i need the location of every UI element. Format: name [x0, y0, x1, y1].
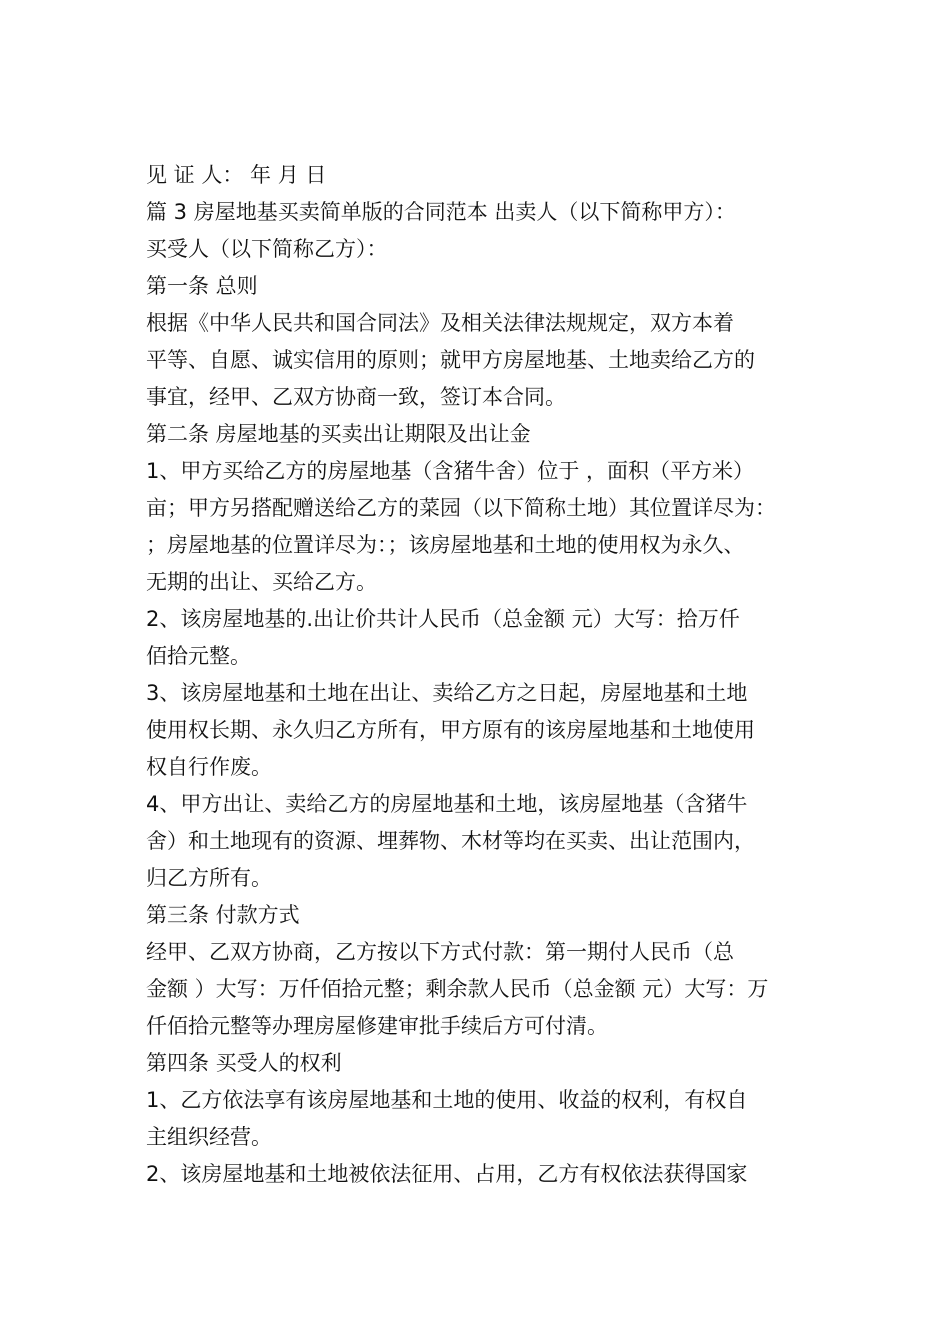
text-line: 权自行作废。: [146, 755, 272, 779]
text-line: 经甲、乙双方协商，乙方按以下方式付款：第一期付人民币（总: [146, 940, 734, 964]
text-line: 佰拾元整。: [146, 644, 251, 668]
text-line: 主组织经营。: [146, 1125, 272, 1149]
text-line: 归乙方所有。: [146, 866, 272, 890]
text-line: 1、甲方买给乙方的房屋地基（含猪牛舍）位于 ，面积（平方米）: [146, 459, 755, 483]
text-line: 舍）和土地现有的资源、埋葬物、木材等均在买卖、出让范围内，: [146, 829, 755, 853]
text-line: 买受人（以下简称乙方）：: [146, 237, 388, 261]
text-line: ；房屋地基的位置详尽为：；该房屋地基和土地的使用权为永久、: [146, 533, 745, 557]
text-line: 第一条 总则: [146, 274, 258, 298]
text-line: 第四条 买受人的权利: [146, 1051, 342, 1075]
text-line: 4、甲方出让、卖给乙方的房屋地基和土地，该房屋地基（含猪牛: [146, 792, 748, 816]
text-line: 仟佰拾元整等办理房屋修建审批手续后方可付清。: [146, 1014, 608, 1038]
text-line: 2、该房屋地基和土地被依法征用、占用，乙方有权依法获得国家: [146, 1162, 748, 1186]
text-line: 使用权长期、永久归乙方所有，甲方原有的该房屋地基和土地使用: [146, 718, 755, 742]
text-line: 2、该房屋地基的.出让价共计人民币（总金额 元）大写：拾万仟: [146, 607, 740, 631]
text-line: 3、该房屋地基和土地在出让、卖给乙方之日起，房屋地基和土地: [146, 681, 748, 705]
text-line: 平等、自愿、诚实信用的原则；就甲方房屋地基、土地卖给乙方的: [146, 348, 755, 372]
text-line: 见 证 人： 年 月 日: [146, 163, 327, 187]
text-line: 第二条 房屋地基的买卖出让期限及出让金: [146, 422, 531, 446]
text-line: 亩；甲方另搭配赠送给乙方的菜园（以下简称土地）其位置详尽为：: [146, 496, 776, 520]
text-line: 根据《中华人民共和国合同法》及相关法律法规规定，双方本着: [146, 311, 734, 335]
text-line: 事宜，经甲、乙双方协商一致，签订本合同。: [146, 385, 566, 409]
text-line: 无期的出让、买给乙方。: [146, 570, 377, 594]
text-line: 1、乙方依法享有该房屋地基和土地的使用、收益的权利，有权自: [146, 1088, 748, 1112]
text-line: 篇 3 房屋地基买卖简单版的合同范本 出卖人（以下简称甲方）：: [146, 200, 736, 224]
text-line: 第三条 付款方式: [146, 903, 300, 927]
text-line: 金额 ）大写：万仟佰拾元整；剩余款人民币（总金额 元）大写：万: [146, 977, 769, 1001]
